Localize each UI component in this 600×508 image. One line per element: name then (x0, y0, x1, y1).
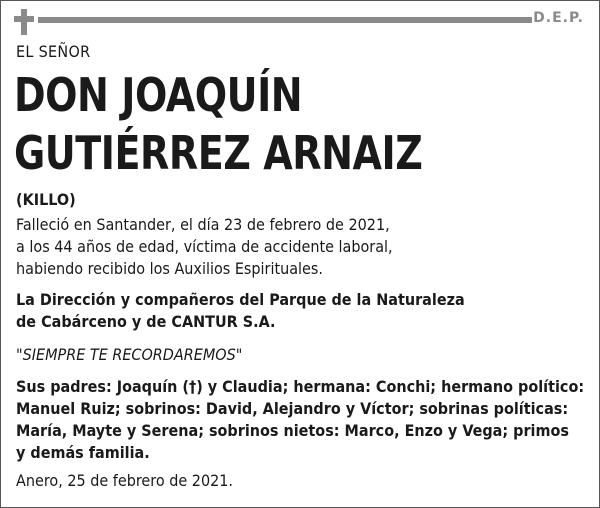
honorific-label: EL SEÑOR (16, 42, 91, 61)
family-paragraph (16, 376, 584, 464)
name-line-2: GUTIÉRREZ ARNAIZ (14, 126, 423, 180)
text-line: Manuel Ruiz; sobrinos: David, Alejandro y Víctor; sobrinas políticas: (16, 399, 569, 418)
quote: "SIEMPRE TE RECORDAREMOS" (16, 345, 243, 364)
place-date: Anero, 25 de febrero de 2021. (16, 471, 233, 490)
text-line: habiendo recibido los Auxilios Espirituales. (16, 259, 323, 278)
text-line: Sus padres: Joaquín (†) y Claudia; hermana: Conchi; hermano político: (16, 377, 585, 396)
text-line: y demás familia. (16, 443, 150, 462)
text-line: Falleció en Santander, el día 23 de febrero de 2021, (16, 215, 390, 234)
text-line: La Dirección y compañeros del Parque de la Naturaleza (16, 290, 465, 309)
death-notice-paragraph (16, 214, 393, 280)
text-line: a los 44 años de edad, víctima de accidente laboral, (16, 237, 393, 256)
cross-icon (14, 9, 34, 35)
text-line: de Cabárceno y de CANTUR S.A. (16, 312, 276, 331)
name-line-1: DON JOAQUÍN (14, 68, 303, 122)
organization-paragraph (16, 289, 465, 333)
deceased-name (14, 66, 422, 182)
header-rule (38, 17, 532, 23)
dep-label: D.E.P. (533, 10, 584, 26)
text-line: María, Mayte y Serena; sobrinos nietos: Marco, Enzo y Vega; primos (16, 421, 569, 440)
nickname: (KILLO) (16, 190, 76, 209)
